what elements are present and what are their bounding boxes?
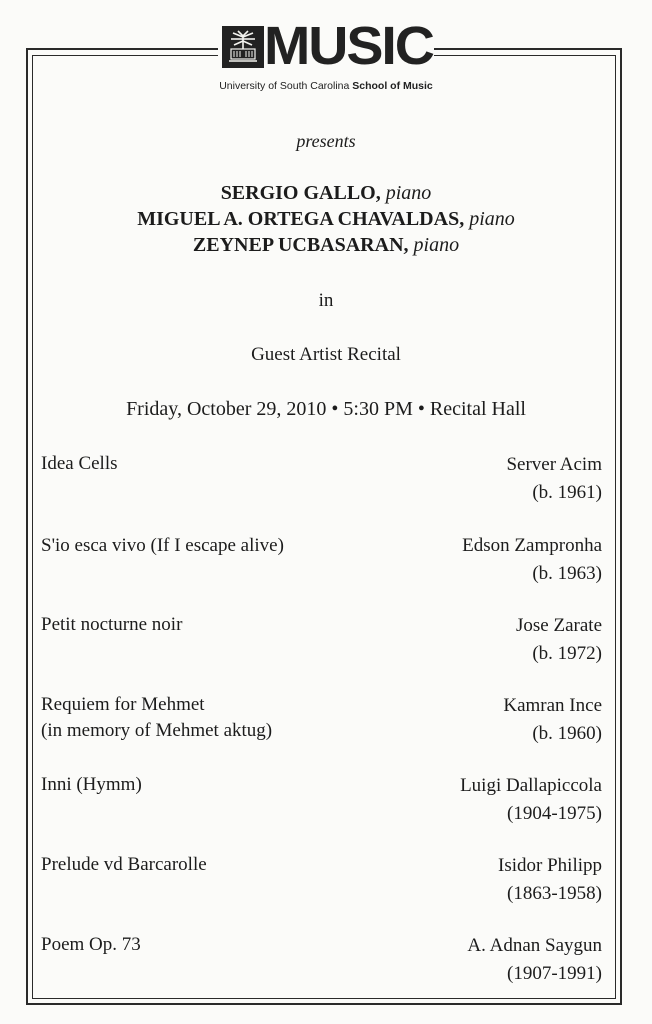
event-details: Friday, October 29, 2010 • 5:30 PM • Recital Hall: [126, 398, 526, 420]
logo-subtitle-school: School of Music: [352, 80, 433, 92]
program-composer: [516, 612, 602, 668]
composer-dates: (b. 1972): [532, 643, 602, 664]
composer-dates: (b. 1961): [532, 482, 602, 503]
program-composer: [467, 932, 602, 988]
program-work-title: S'io esca vivo (If I escape alive): [41, 535, 284, 556]
program-work-title: Idea Cells: [41, 453, 118, 474]
composer-name: Luigi Dallapiccola: [460, 775, 602, 796]
composer-name: Kamran Ince: [503, 695, 602, 716]
program-composer: [462, 532, 602, 588]
composer-dates: (1907-1991): [507, 963, 602, 984]
program-composer: [498, 852, 602, 908]
school-of-music-logo: [218, 16, 434, 98]
program-work-title: Inni (Hymm): [41, 774, 142, 795]
composer-dates: (b. 1960): [532, 723, 602, 744]
logo-subtitle-university: University of South Carolina: [219, 80, 353, 92]
performer-line: [0, 182, 652, 205]
performer-name: MIGUEL A. ORTEGA CHAVALDAS,: [137, 208, 465, 230]
composer-name: Isidor Philipp: [498, 855, 602, 876]
performer-name: ZEYNEP UCBASARAN,: [192, 234, 409, 256]
composer-name: Edson Zampronha: [462, 535, 602, 556]
program-work-title: Prelude vd Barcarolle: [41, 854, 207, 875]
in-text: in: [318, 290, 334, 311]
work-subtitle-line: (in memory of Mehmet aktug): [41, 720, 273, 741]
performer-instrument: piano: [469, 208, 515, 230]
logo-wordmark: MUSIC: [264, 16, 433, 76]
logo-subtitle: [218, 80, 434, 92]
program-composer: [503, 692, 602, 748]
program-work-title: Poem Op. 73: [41, 934, 141, 955]
palmetto-tree-icon: [222, 26, 264, 68]
composer-dates: (1904-1975): [507, 803, 602, 824]
composer-name: Server Acim: [506, 454, 602, 475]
performer-line: [0, 208, 652, 231]
program-work-title: [41, 692, 272, 744]
composer-dates: (b. 1963): [532, 563, 602, 584]
program-work-title: Petit nocturne noir: [41, 614, 183, 635]
work-title-line: Requiem for Mehmet: [41, 694, 205, 715]
composer-dates: (1863-1958): [507, 883, 602, 904]
composer-name: A. Adnan Saygun: [467, 935, 602, 956]
presents-text: presents: [296, 131, 356, 151]
composer-name: Jose Zarate: [516, 615, 602, 636]
program-composer: [460, 772, 602, 828]
program-composer: [506, 451, 602, 507]
event-title: Guest Artist Recital: [251, 344, 401, 365]
performer-instrument: piano: [413, 234, 460, 256]
performer-line: [0, 234, 652, 257]
performer-name: SERGIO GALLO,: [220, 182, 381, 204]
performer-instrument: piano: [385, 182, 432, 204]
